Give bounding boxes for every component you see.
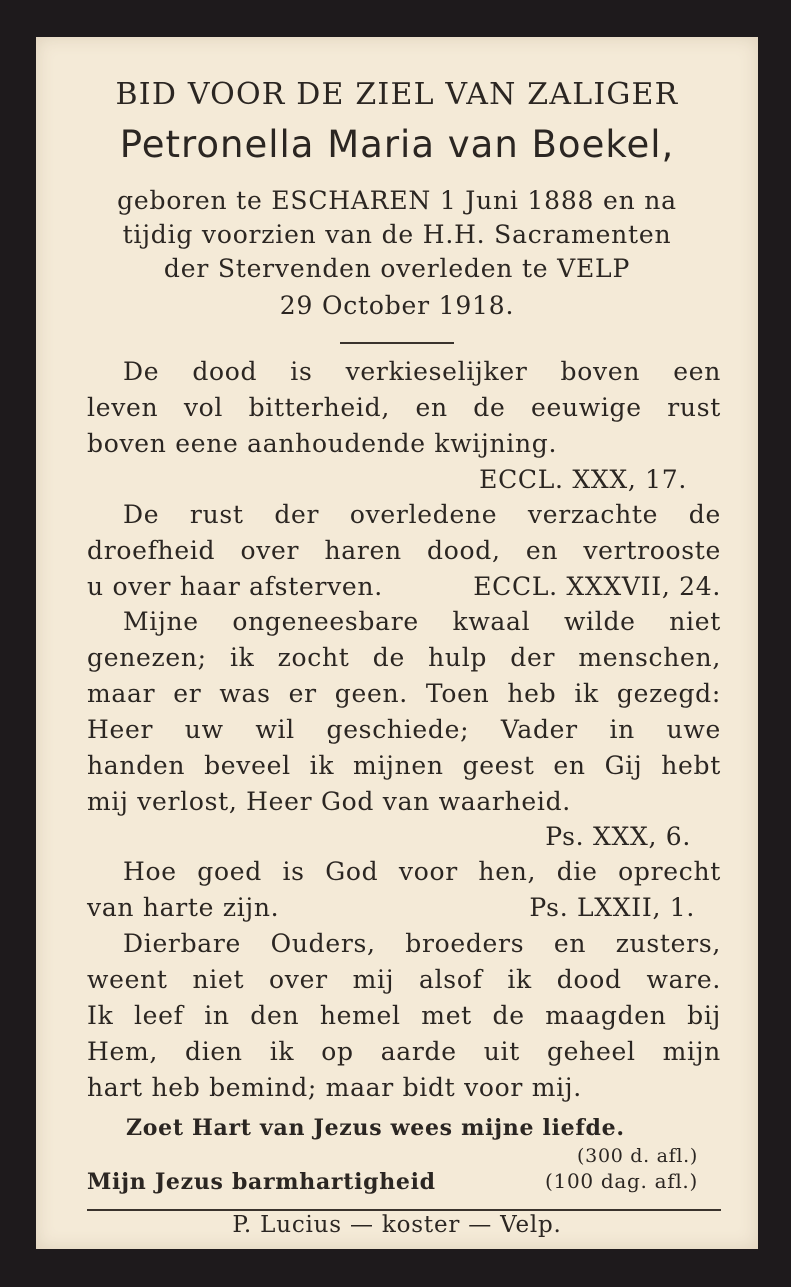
quote4-line2 [87,893,721,922]
prayer-heading: BID VOOR DE ZIEL VAN ZALIGER [115,77,679,112]
prayer2 [87,1169,698,1195]
quote2-line2: droefheid over haren dood, en vertrooste [87,536,721,565]
quote1-line3: boven eene aanhoudende kwijning. [87,429,558,458]
quote3-line3: maar er was er geen. Toen heb ik gezegd: [87,679,721,708]
quote4-line1: Hoe goed is God voor hen, die oprecht [123,857,721,886]
quote5-line4: Hem, dien ik op aarde uit geheel mijn [87,1037,721,1066]
death-line: der Stervenden overleden te VELP [163,254,631,283]
quote1-reference: ECCL. XXX, 17. [479,465,687,494]
quote3-line2: genezen; ik zocht de hulp der menschen, [87,643,721,672]
quote2-reference: ECCL. XXXVII, 24. [473,572,721,601]
prayer2-indulgence: (100 dag. afl.) [545,1169,698,1193]
quote2-line1: De rust der overledene verzachte de [123,500,721,529]
birth-line: geboren te ESCHAREN 1 Juni 1888 en na [117,186,677,215]
quote5-line5: hart heb bemind; maar bidt voor mij. [87,1073,582,1102]
quote3-reference: Ps. XXX, 6. [545,822,691,851]
header-divider [340,342,454,344]
quote3-line5: handen beveel ik mijnen geest en Gij hebt [87,751,721,780]
printer-credit: P. Lucius — koster — Velp. [232,1212,562,1238]
death-date: 29 October 1918. [279,291,515,320]
quote4-line2-text: van harte zijn. [87,893,280,922]
prayer1: Zoet Hart van Jezus wees mijne liefde. [126,1115,625,1141]
prayer1-indulgence: (300 d. afl.) [577,1145,698,1167]
quote2-line3-text: u over haar afsterven. [87,572,383,601]
quote3-line1: Mijne ongeneesbare kwaal wilde niet [123,607,721,636]
quote2-line3 [87,572,721,601]
sacraments-line: tijdig voorzien van de H.H. Sacramenten [122,220,672,249]
deceased-name: Petronella Maria van Boekel, [119,123,675,166]
prayer2-text: Mijn Jezus barmhartigheid [87,1169,436,1195]
quote5-line1: Dierbare Ouders, broeders en zusters, [123,929,721,958]
quote3-line4: Heer uw wil geschiede; Vader in uwe [87,715,721,744]
quote5-line3: Ik leef in den hemel met de maagden bij [87,1001,721,1030]
footer-divider [87,1209,721,1211]
quote5-line2: weent niet over mij alsof ik dood ware. [87,965,721,994]
quote4-reference: Ps. LXXII, 1. [529,893,695,922]
memorial-card [36,37,758,1249]
quote3-line6: mij verlost, Heer God van waarheid. [87,787,571,816]
quote1-line2: leven vol bitterheid, en de eeuwige rust [87,393,721,422]
quote1-line1: De dood is verkieselijker boven een [123,357,721,386]
